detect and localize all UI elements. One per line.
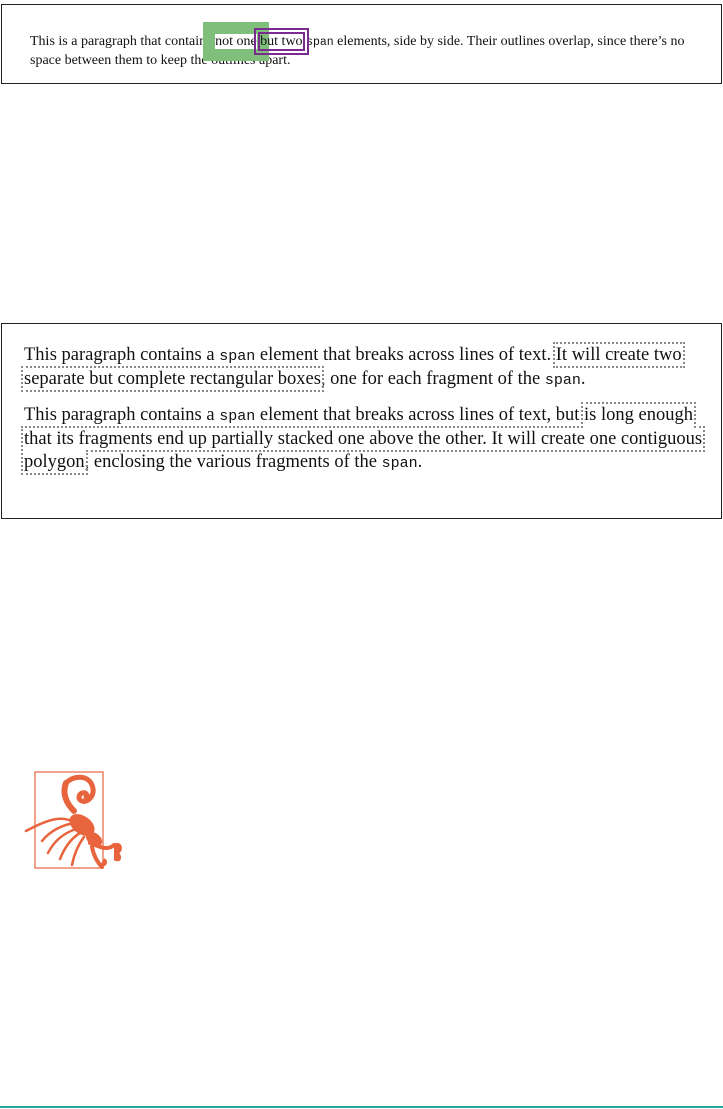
p1-text-end: . (580, 369, 586, 389)
p1-code-span: span (219, 348, 256, 365)
span-not-one: not one (215, 34, 257, 49)
footer-rule (0, 1106, 723, 1108)
figure1-text-after: elements, side by side. Their outlines overlap, since there’s no space between them to keep the outlines apart. (30, 34, 685, 68)
figure1-text-before: This is a paragraph that contains (30, 34, 216, 49)
figure2-paragraph-1 (24, 344, 714, 392)
p2-text-after: , enclosing the various fragments of the (84, 452, 382, 472)
p2-text-before: This paragraph contains a (24, 405, 220, 425)
figure1-paragraph (30, 33, 710, 70)
p1-code-span-2: span (544, 372, 581, 389)
p2-outlined-span: is long enough that its fragments end up partially stacked one above the other. It will create one contiguous polygon (24, 405, 703, 472)
figure-fragment-outlines (1, 323, 722, 519)
p2-code-span: span (219, 408, 256, 425)
figure2-paragraph-2 (24, 404, 714, 475)
p1-text-before: This paragraph contains a (24, 345, 220, 365)
figure-overlapping-outlines (1, 4, 722, 84)
p1-outlined-span: It will create two separate but complete rectangular boxes (24, 345, 682, 389)
scorpion-icon (22, 771, 126, 869)
p2-text-end: . (417, 452, 423, 472)
p1-text-after: , one for each fragment of the (320, 369, 545, 389)
p2-text-mid: element that breaks across lines of text, but (255, 405, 585, 425)
p2-code-span-2: span (381, 455, 418, 472)
code-span: span (306, 36, 334, 49)
p1-text-mid: element that breaks across lines of text. (255, 345, 556, 365)
span-but-two: but two (260, 34, 303, 49)
